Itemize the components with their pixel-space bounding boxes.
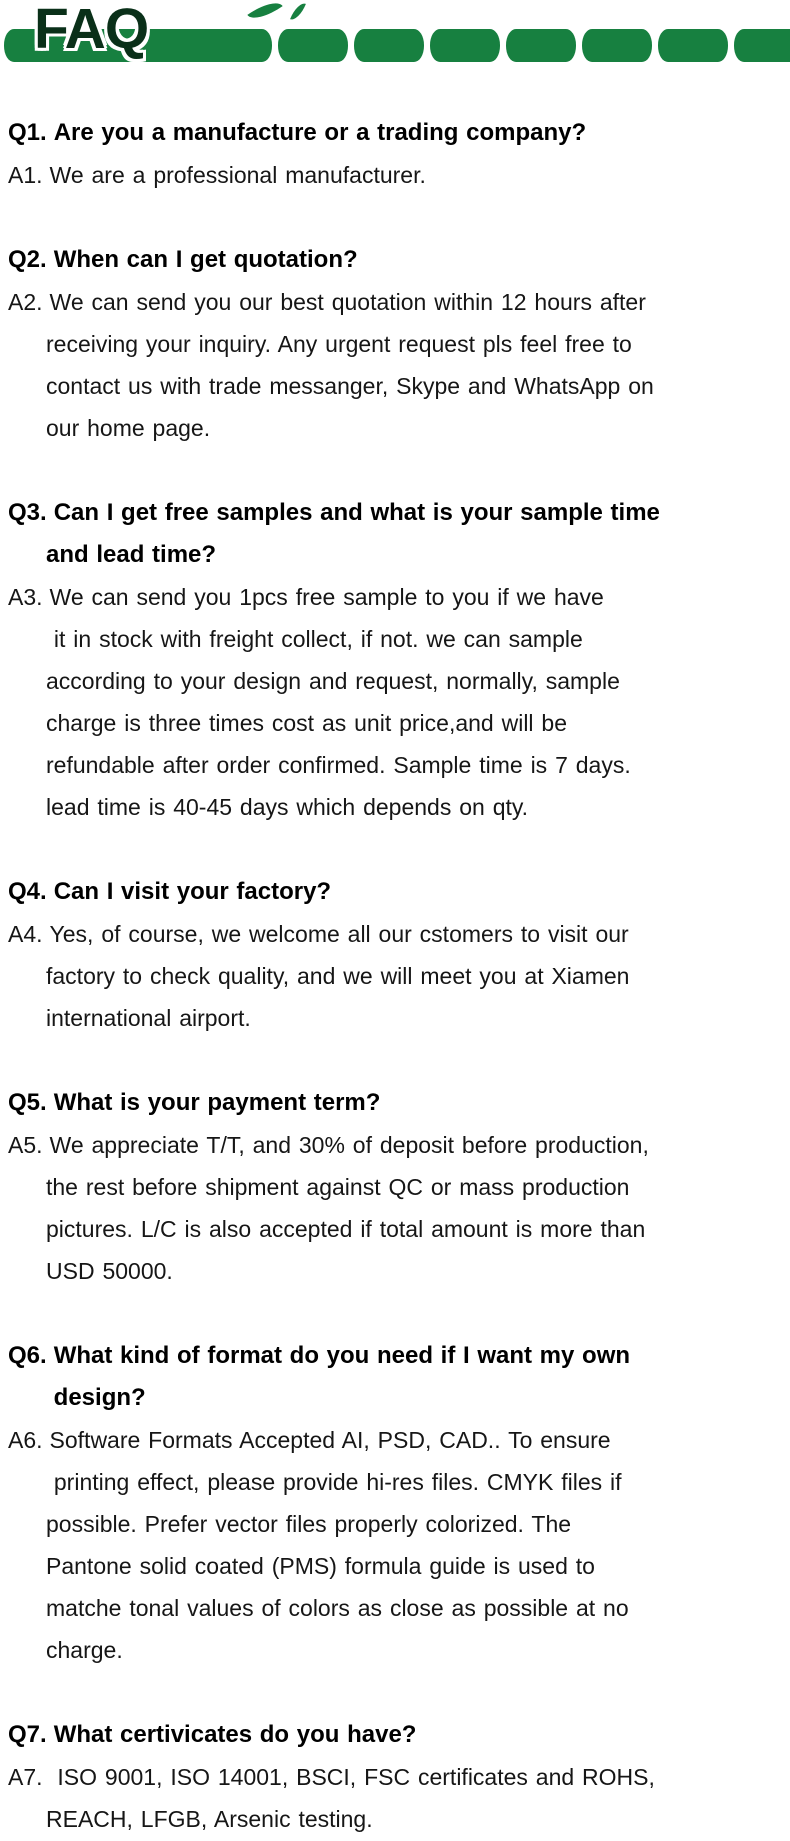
question-text: and lead time? [46,541,217,568]
question-text: What kind of format do you need if I want my own [53,1342,631,1369]
bamboo-leaf-icon [247,0,282,26]
answer-text: according to your design and request, normally, sample [46,668,620,694]
answer-text: We appreciate T/T, and 30% of deposit before production, [49,1132,649,1158]
bamboo-segment [734,29,790,62]
answer-text: Software Formats Accepted AI, PSD, CAD.. To ensure [49,1427,611,1453]
answer-text: possible. Prefer vector files properly colorized. The [46,1511,572,1537]
faq-answer-line [8,1629,782,1671]
faq-answer-line [8,786,782,828]
faq-item [8,871,782,1039]
faq-answer-line [8,365,782,407]
faq-answer-line [8,1587,782,1629]
answer-text: Pantone solid coated (PMS) formula guide is used to [46,1553,595,1579]
answer-text: refundable after order confirmed. Sample time is 7 days. [46,752,631,778]
answer-label: A7. [8,1764,43,1790]
answer-text: pictures. L/C is also accepted if total amount is more than [46,1216,646,1242]
answer-text: printing effect, please provide hi-res files. CMYK files if [46,1469,622,1495]
question-label: Q6. [8,1342,47,1369]
bamboo-segment [582,29,652,62]
answer-text: it in stock with freight collect, if not. we can sample [46,626,583,652]
faq-question-line [8,1714,782,1756]
answer-text: our home page. [46,415,211,441]
answer-text: matche tonal values of colors as close as possible at no [46,1595,629,1621]
question-text: Are you a manufacture or a trading company? [53,119,587,146]
answer-text: Yes, of course, we welcome all our cstomers to visit our [49,921,629,947]
bamboo-segment [506,29,576,62]
faq-answer-line [8,281,782,323]
faq-header [0,0,790,70]
answer-text: international airport. [46,1005,251,1031]
question-label: Q3. [8,499,47,526]
faq-answer-line [8,1419,782,1461]
answer-text: lead time is 40-45 days which depends on qty. [46,794,529,820]
faq-answer-line [8,323,782,365]
faq-question-line [8,534,782,576]
faq-question-line [8,1335,782,1377]
answer-text: charge. [46,1637,123,1663]
faq-question-line [8,239,782,281]
faq-answer-line [8,744,782,786]
faq-answer-line [8,1166,782,1208]
answer-label: A2. [8,289,43,315]
question-text: design? [46,1384,146,1411]
bamboo-segment [354,29,424,62]
answer-text: ISO 9001, ISO 14001, BSCI, FSC certificates and ROHS, [49,1764,655,1790]
question-text: When can I get quotation? [53,246,358,273]
question-label: Q7. [8,1721,47,1748]
faq-question-line [8,112,782,154]
question-label: Q5. [8,1089,47,1116]
question-label: Q4. [8,878,47,905]
answer-text: charge is three times cost as unit price,and will be [46,710,568,736]
question-text: Can I get free samples and what is your sample time [53,499,660,526]
answer-text: REACH, LFGB, Arsenic testing. [46,1806,373,1832]
faq-answer-line [8,913,782,955]
answer-label: A6. [8,1427,43,1453]
answer-text: contact us with trade messanger, Skype and WhatsApp on [46,373,654,399]
faq-answer-line [8,702,782,744]
faq-answer-line [8,955,782,997]
faq-answer-line [8,154,782,196]
faq-question-line [8,1377,782,1419]
answer-text: We are a professional manufacturer. [49,162,426,188]
faq-item [8,492,782,828]
answer-text: factory to check quality, and we will meet you at Xiamen [46,963,630,989]
question-text: Can I visit your factory? [53,878,332,905]
answer-label: A5. [8,1132,43,1158]
faq-item [8,1082,782,1292]
answer-text: We can send you 1pcs free sample to you if we have [49,584,604,610]
faq-answer-line [8,660,782,702]
bamboo-segment [278,29,348,62]
answer-label: A3. [8,584,43,610]
faq-answer-line [8,1545,782,1587]
faq-answer-line [8,1124,782,1166]
bamboo-leaf-icon [290,1,306,23]
faq-item [8,239,782,449]
faq-item [8,1335,782,1671]
faq-question-line [8,1082,782,1124]
faq-answer-line [8,1503,782,1545]
answer-text: the rest before shipment against QC or mass production [46,1174,630,1200]
faq-answer-line [8,1208,782,1250]
faq-item [8,112,782,196]
bamboo-segment [430,29,500,62]
answer-text: USD 50000. [46,1258,173,1284]
question-text: What is your payment term? [53,1089,381,1116]
question-label: Q1. [8,119,47,146]
question-text: What certivicates do you have? [53,1721,417,1748]
faq-answer-line [8,576,782,618]
page-title: FAQ [34,0,149,61]
faq-answer-line [8,1461,782,1503]
answer-label: A4. [8,921,43,947]
faq-question-line [8,871,782,913]
faq-list [0,112,790,1840]
answer-text: We can send you our best quotation within 12 hours after [49,289,646,315]
answer-text: receiving your inquiry. Any urgent request pls feel free to [46,331,632,357]
question-label: Q2. [8,246,47,273]
faq-answer-line [8,1756,782,1798]
faq-answer-line [8,1798,782,1840]
faq-answer-line [8,407,782,449]
faq-item [8,1714,782,1840]
faq-answer-line [8,618,782,660]
faq-answer-line [8,1250,782,1292]
faq-question-line [8,492,782,534]
faq-answer-line [8,997,782,1039]
answer-label: A1. [8,162,43,188]
bamboo-segment [658,29,728,62]
